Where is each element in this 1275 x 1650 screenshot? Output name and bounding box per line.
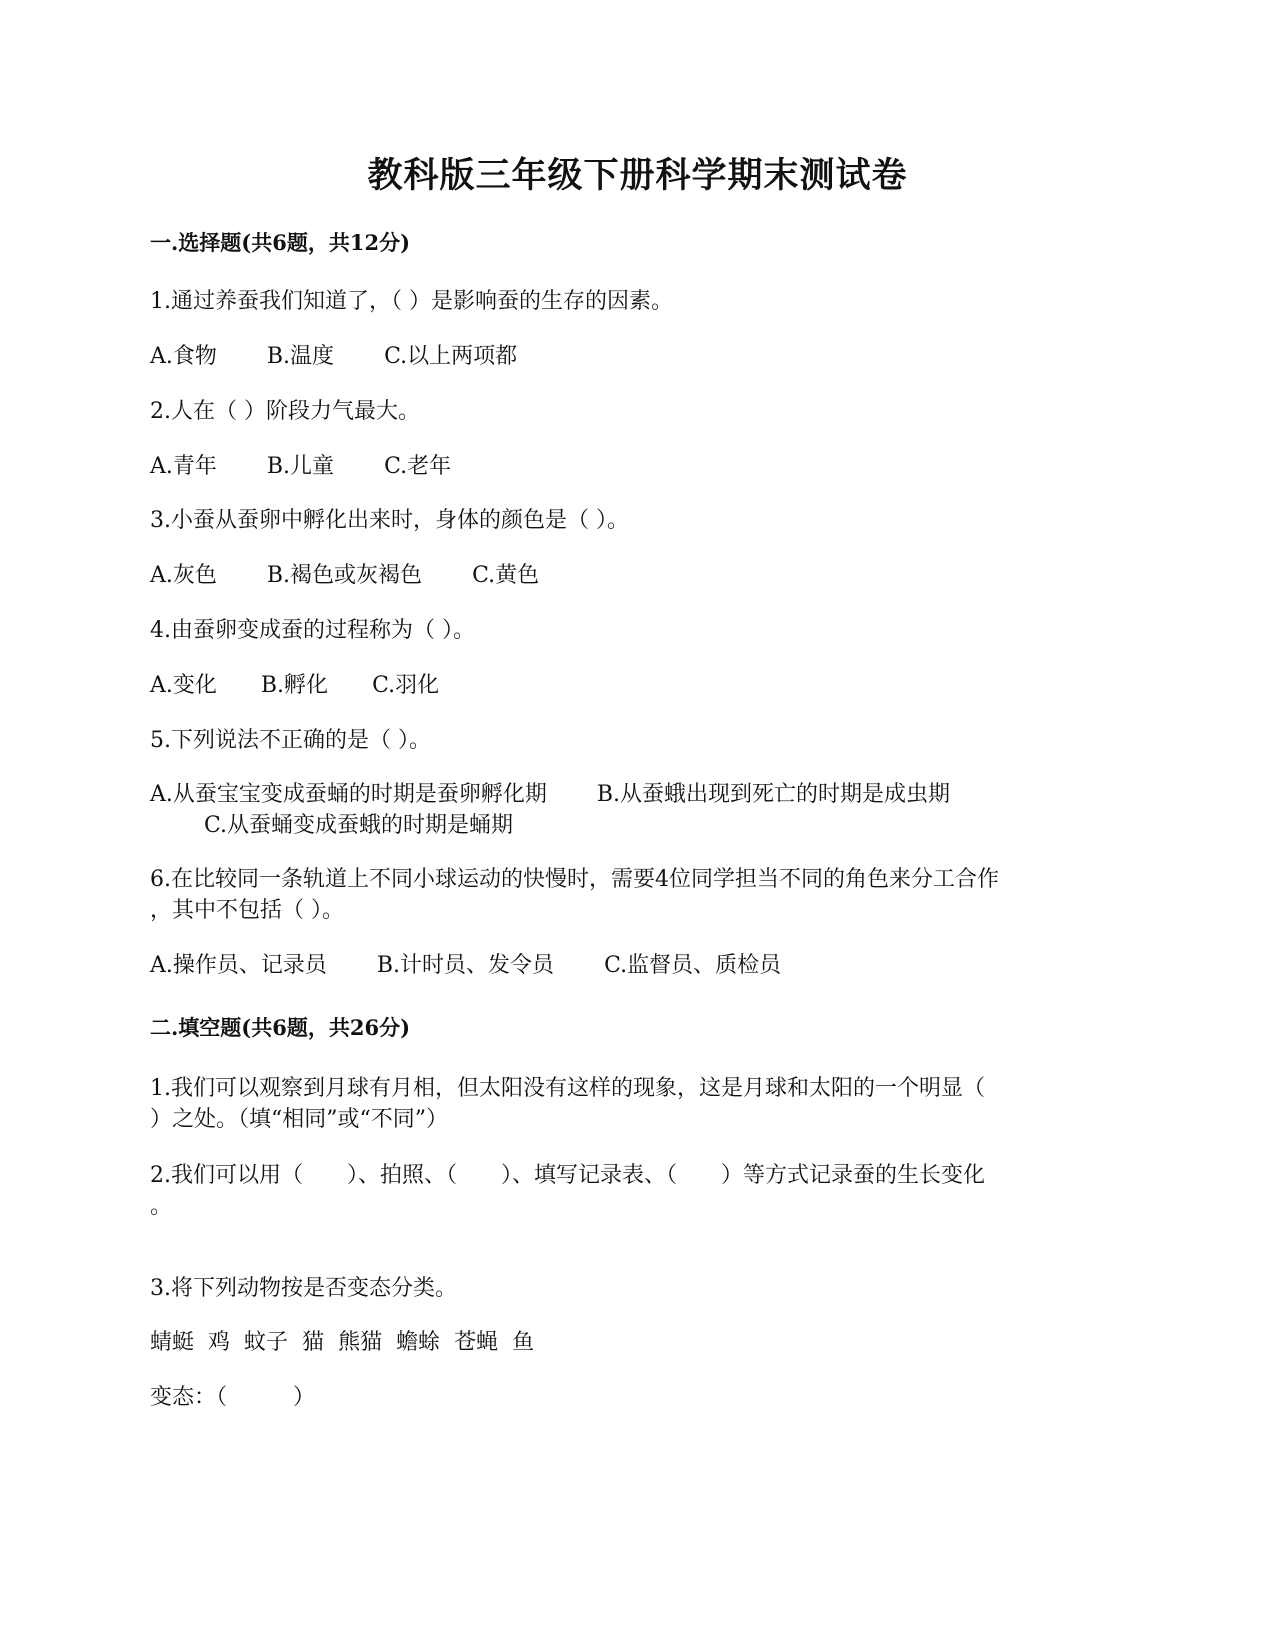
question-3-text: 3.小蚕从蚕卵中孵化出来时，身体的颜色是（ ）。 — [150, 508, 629, 533]
option-a[interactable]: A.青年 — [150, 454, 217, 479]
question-2-options — [150, 452, 451, 482]
section-heading-fill: 二.填空题(共6题，共26分) — [150, 1015, 411, 1040]
animal-item: 猫 — [302, 1330, 325, 1355]
option-a[interactable]: A.灰色 — [150, 563, 217, 588]
animal-item: 熊猫 — [338, 1330, 383, 1355]
option-c[interactable]: C.监督员、质检员 — [604, 953, 782, 978]
question-5-options-row1 — [150, 780, 950, 810]
section-heading-choice: 一.选择题(共6题，共12分) — [150, 230, 411, 255]
question-6-text-line1: 6.在比较同一条轨道上不同小球运动的快慢时，需要4位同学担当不同的角色来分工合作 — [150, 867, 999, 892]
question-6-options — [150, 951, 781, 981]
option-c[interactable]: C.老年 — [384, 454, 452, 479]
question-2-text: 2.人在（ ）阶段力气最大。 — [150, 399, 420, 424]
option-c[interactable]: C.黄色 — [472, 563, 540, 588]
option-b[interactable]: B.温度 — [266, 344, 335, 369]
question-6-text-line2: ，其中不包括（ ）。 — [150, 898, 344, 923]
question-4-text: 4.由蚕卵变成蚕的过程称为（ ）。 — [150, 618, 475, 643]
option-b[interactable]: B.儿童 — [266, 454, 335, 479]
fill-question-3-answer[interactable]: 变态：（ ） — [150, 1385, 316, 1410]
option-a[interactable]: A.从蚕宝宝变成蚕蛹的时期是蚕卵孵化期 — [150, 782, 547, 807]
option-b[interactable]: B.孵化 — [260, 673, 329, 698]
fill-question-1-line1: 1.我们可以观察到月球有月相，但太阳没有这样的现象，这是月球和太阳的一个明显（ — [150, 1076, 985, 1101]
question-5-text: 5.下列说法不正确的是（ ）。 — [150, 728, 431, 753]
option-b[interactable]: B.从蚕蛾出现到死亡的时期是成虫期 — [596, 782, 951, 807]
question-4-options — [150, 671, 439, 701]
animal-list — [150, 1328, 548, 1358]
animal-item: 苍蝇 — [454, 1330, 499, 1355]
option-c[interactable]: C.从蚕蛹变成蚕蛾的时期是蛹期 — [204, 813, 514, 838]
question-1-options — [150, 342, 517, 372]
animal-item: 鸡 — [208, 1330, 231, 1355]
option-b[interactable]: B.计时员、发令员 — [376, 953, 555, 978]
option-c[interactable]: C.羽化 — [372, 673, 440, 698]
option-a[interactable]: A.食物 — [150, 344, 217, 369]
question-3-options — [150, 561, 539, 591]
animal-item: 蟾蜍 — [396, 1330, 441, 1355]
animal-item: 蜻蜓 — [150, 1330, 195, 1355]
fill-question-2-line1: 2.我们可以用（ ）、拍照、（ ）、填写记录表、（ ）等方式记录蚕的生长变化 — [150, 1163, 985, 1188]
fill-question-1-line2: ）之处。（填“相同”或“不同”） — [150, 1107, 448, 1132]
option-c[interactable]: C.以上两项都 — [384, 344, 518, 369]
animal-item: 鱼 — [512, 1330, 535, 1355]
option-a[interactable]: A.操作员、记录员 — [150, 953, 327, 978]
option-b[interactable]: B.褐色或灰褐色 — [266, 563, 423, 588]
fill-question-2-line2: 。 — [150, 1194, 173, 1219]
question-5-options-row2 — [204, 811, 513, 841]
question-1-text: 1.通过养蚕我们知道了，（ ）是影响蚕的生存的因素。 — [150, 289, 673, 314]
animal-item: 蚊子 — [244, 1330, 289, 1355]
page-title: 教科版三年级下册科学期末测试卷 — [367, 155, 908, 196]
option-a[interactable]: A.变化 — [150, 673, 217, 698]
fill-question-3-text: 3.将下列动物按是否变态分类。 — [150, 1276, 457, 1301]
